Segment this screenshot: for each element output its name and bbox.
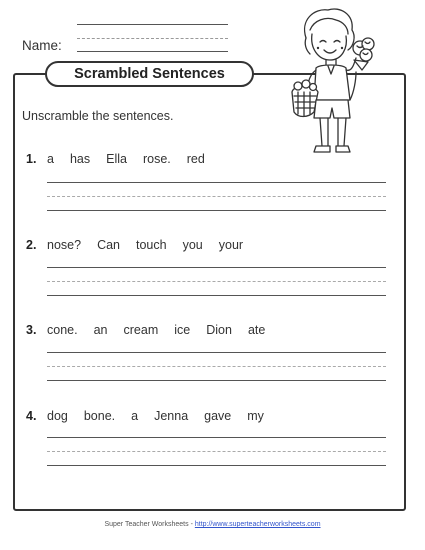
question-number: 1.	[26, 152, 37, 166]
answer-line-bottom[interactable]	[47, 465, 386, 466]
footer-text: Super Teacher Worksheets -	[104, 521, 195, 528]
answer-line-top[interactable]	[47, 182, 386, 183]
word: red	[186, 152, 205, 166]
answer-line-top[interactable]	[47, 437, 386, 438]
word: your	[218, 238, 244, 252]
name-line-top	[77, 24, 228, 25]
word: you	[182, 238, 203, 252]
word: nose?	[47, 238, 82, 252]
word: bone.	[83, 409, 116, 423]
word: ate	[247, 323, 266, 337]
scrambled-words	[47, 409, 280, 423]
answer-line-dashed	[47, 366, 386, 367]
scrambled-words	[47, 152, 221, 166]
answer-line-bottom[interactable]	[47, 380, 386, 381]
word: gave	[204, 409, 232, 423]
word: dog	[47, 409, 68, 423]
name-label: Name:	[22, 38, 62, 53]
scrambled-words	[47, 323, 281, 337]
answer-line-dashed	[47, 451, 386, 452]
word: Dion	[206, 323, 232, 337]
word: rose.	[142, 152, 171, 166]
word: touch	[136, 238, 167, 252]
name-field[interactable]	[77, 51, 228, 52]
answer-line-bottom[interactable]	[47, 210, 386, 211]
word: an	[93, 323, 108, 337]
footer	[0, 521, 425, 528]
question-number: 4.	[26, 409, 37, 423]
word: cream	[123, 323, 159, 337]
instructions: Unscramble the sentences.	[22, 109, 174, 123]
word: a	[131, 409, 139, 423]
footer-link[interactable]: http://www.superteacherworksheets.com	[194, 521, 321, 528]
answer-line-bottom[interactable]	[47, 295, 386, 296]
answer-line-top[interactable]	[47, 267, 386, 268]
word: a	[47, 152, 54, 166]
answer-line-dashed	[47, 281, 386, 282]
question-number: 3.	[26, 323, 37, 337]
word: cone.	[47, 323, 78, 337]
word: has	[69, 152, 91, 166]
answer-line-dashed	[47, 196, 386, 197]
name-line-dashed	[77, 38, 228, 39]
word: Ella	[106, 152, 127, 166]
word: ice	[174, 323, 191, 337]
word: my	[247, 409, 264, 423]
question-number: 2.	[26, 238, 37, 252]
word: Jenna	[154, 409, 189, 423]
girl-with-flowers-icon	[284, 0, 394, 162]
page-title: Scrambled Sentences	[45, 61, 254, 87]
scrambled-words	[47, 238, 259, 252]
answer-line-top[interactable]	[47, 352, 386, 353]
word: Can	[97, 238, 120, 252]
